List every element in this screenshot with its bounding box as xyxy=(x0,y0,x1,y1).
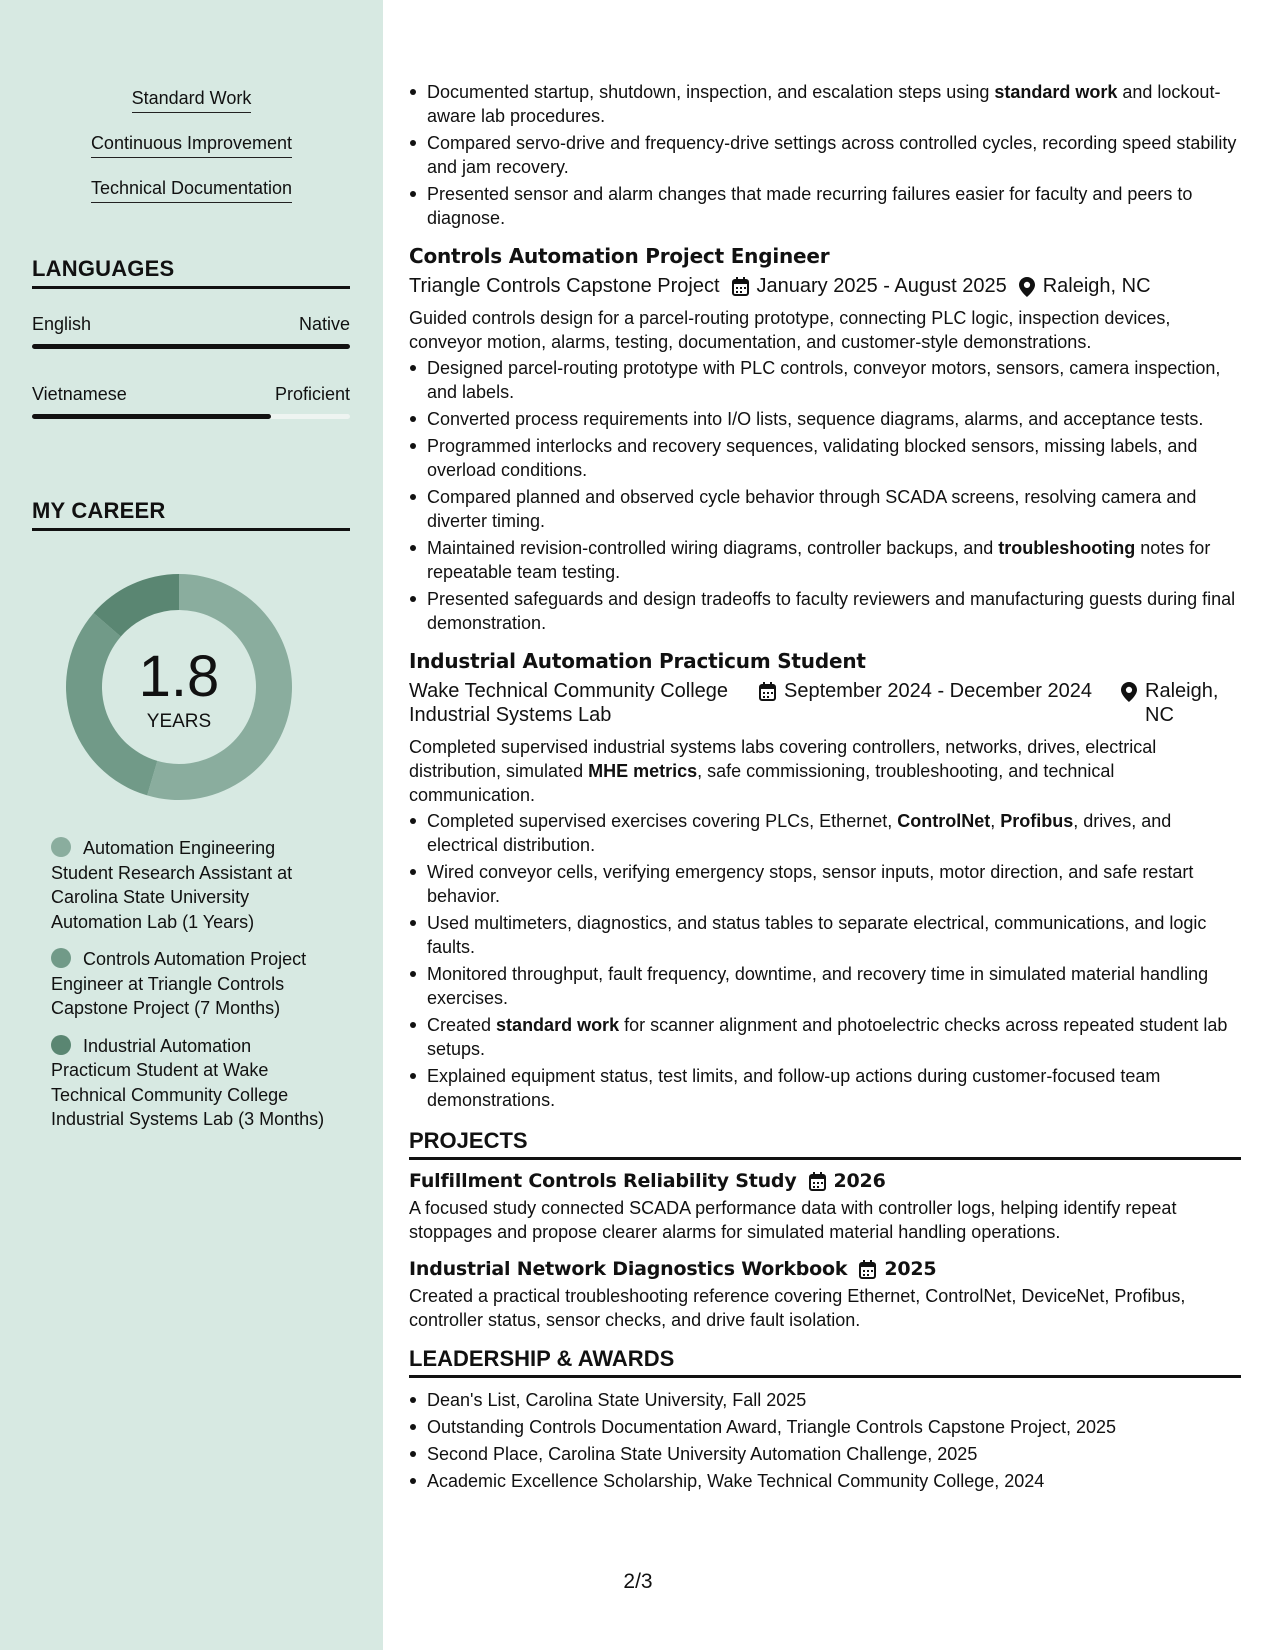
job-organization: Triangle Controls Capstone Project xyxy=(409,275,720,297)
map-pin-icon xyxy=(1121,682,1137,702)
skill-link-standard-work[interactable]: Standard Work xyxy=(0,88,383,113)
job-summary: Guided controls design for a parcel-routing prototype, connecting PLC logic, inspection devices, conveyor motion, alarms, testing, documentation, and customer-style demonstrations. xyxy=(409,308,1171,352)
legend-dot xyxy=(51,1035,71,1055)
award-item: Dean's List, Carolina State University, Fall 2025 xyxy=(409,1388,1241,1412)
project-entry xyxy=(409,1258,1241,1332)
job-bullet: Used multimeters, diagnostics, and status tables to separate electrical, communications, and logic faults. xyxy=(409,911,1241,959)
job-dates: September 2024 - December 2024 xyxy=(759,679,1109,727)
job-bullet: Wired conveyor cells, verifying emergency stops, sensor inputs, motor direction, and safe restart behavior. xyxy=(409,860,1241,908)
experience-bullet: Compared servo-drive and frequency-drive settings across controlled cycles, recording speed stability and jam recovery. xyxy=(409,131,1241,179)
job-summary: Completed supervised industrial systems labs covering controllers, networks, drives, electrical distribution, simulated MHE metrics, safe commissioning, troubleshooting, and technical communication. xyxy=(409,737,1157,805)
job-bullet: Monitored throughput, fault frequency, downtime, and recovery time in simulated material handling exercises. xyxy=(409,962,1241,1010)
project-title: Fulfillment Controls Reliability Study xyxy=(409,1170,797,1192)
job-location: Raleigh, NC xyxy=(1121,679,1241,727)
career-legend xyxy=(51,836,336,1145)
job-dates: January 2025 - August 2025 xyxy=(732,274,1007,298)
legend-dot xyxy=(51,948,71,968)
career-legend-item xyxy=(51,947,336,1021)
language-bar-fill xyxy=(32,414,271,419)
page-number: 2/3 xyxy=(623,1570,653,1593)
project-year: 2025 xyxy=(884,1258,937,1280)
career-heading: MY CAREER xyxy=(32,498,350,531)
language-row-english xyxy=(32,314,350,335)
job-meta xyxy=(409,679,1241,727)
calendar-icon xyxy=(859,1260,876,1279)
language-bar-fill xyxy=(32,344,350,349)
job-bullet: Programmed interlocks and recovery sequences, validating blocked sensors, missing labels, and overload conditions. xyxy=(409,434,1241,482)
job-bullet: Compared planned and observed cycle behavior through SCADA screens, resolving camera and diverter timing. xyxy=(409,485,1241,533)
language-row-vietnamese xyxy=(32,384,350,405)
job-entry xyxy=(409,649,1241,1112)
job-bullet: Converted process requirements into I/O lists, sequence diagrams, alarms, and acceptance tests. xyxy=(409,407,1241,431)
job-bullets xyxy=(409,356,1241,635)
job-organization: Wake Technical Community College Industrial Systems Lab xyxy=(409,680,729,726)
projects-heading: PROJECTS xyxy=(409,1128,1241,1160)
legend-dot xyxy=(51,837,71,857)
calendar-icon xyxy=(759,682,776,701)
experience-bullet: Documented startup, shutdown, inspection, and escalation steps using standard work and lockout-aware lab procedures. xyxy=(409,80,1241,128)
career-legend-item xyxy=(51,836,336,934)
job-bullet: Designed parcel-routing prototype with PLC controls, conveyor motors, sensors, camera inspection, and labels. xyxy=(409,356,1241,404)
projects-list xyxy=(409,1170,1241,1332)
awards-list xyxy=(409,1388,1241,1493)
career-donut-chart xyxy=(66,574,292,800)
project-entry xyxy=(409,1170,1241,1244)
project-year: 2026 xyxy=(833,1170,886,1192)
career-legend-item xyxy=(51,1034,336,1132)
map-pin-icon xyxy=(1019,277,1035,297)
job-title: Industrial Automation Practicum Student xyxy=(409,649,866,673)
job-title: Controls Automation Project Engineer xyxy=(409,244,830,268)
job-bullet: Maintained revision-controlled wiring diagrams, controller backups, and troubleshooting notes for repeatable team testing. xyxy=(409,536,1241,584)
job-bullet: Explained equipment status, test limits, and follow-up actions during customer-focused team demonstrations. xyxy=(409,1064,1241,1112)
project-title-row xyxy=(409,1258,1241,1280)
project-title: Industrial Network Diagnostics Workbook xyxy=(409,1258,848,1280)
career-donut-center xyxy=(66,574,292,800)
project-title-row xyxy=(409,1170,1241,1192)
career-years-label: YEARS xyxy=(146,711,212,732)
skill-link-continuous-improvement[interactable]: Continuous Improvement xyxy=(0,133,383,158)
job-bullet: Completed supervised exercises covering PLCs, Ethernet, ControlNet, Profibus, drives, and electrical distribution. xyxy=(409,809,1241,857)
language-name: English xyxy=(32,314,92,334)
job-entry xyxy=(409,244,1241,635)
job-meta xyxy=(409,274,1241,298)
job-bullet: Created standard work for scanner alignment and photoelectric checks across repeated student lab setups. xyxy=(409,1013,1241,1061)
job-bullets xyxy=(409,809,1241,1112)
project-description: A focused study connected SCADA performance data with controller logs, helping identify repeat stoppages and propose clearer alarms for simulated material handling operations. xyxy=(409,1198,1177,1242)
award-item: Outstanding Controls Documentation Award, Triangle Controls Capstone Project, 2025 xyxy=(409,1415,1241,1439)
language-level: Proficient xyxy=(274,384,350,404)
career-total-years: 1.8 xyxy=(138,644,220,709)
career-legend-label: Automation Engineering Student Research Assistant at Carolina State University Automation Lab (1 Years) xyxy=(51,838,293,932)
language-level: Native xyxy=(298,314,350,334)
language-name: Vietnamese xyxy=(32,384,127,404)
experience-list xyxy=(409,244,1241,1112)
experience-bullets-continued xyxy=(409,80,1241,230)
sidebar xyxy=(0,0,383,1650)
project-description: Created a practical troubleshooting reference covering Ethernet, ControlNet, DeviceNet, Profibus, controller status, sensor checks, and drive fault isolation. xyxy=(409,1286,1186,1330)
experience-bullet: Presented sensor and alarm changes that made recurring failures easier for faculty and peers to diagnose. xyxy=(409,182,1241,230)
career-legend-label: Industrial Automation Practicum Student at Wake Technical Community College Industrial Systems Lab (3 Months) xyxy=(51,1035,325,1129)
awards-heading: LEADERSHIP & AWARDS xyxy=(409,1346,1241,1378)
job-location: Raleigh, NC xyxy=(1019,274,1151,298)
job-bullet: Presented safeguards and design tradeoffs to faculty reviewers and manufacturing guests during final demonstration. xyxy=(409,587,1241,635)
career-legend-label: Controls Automation Project Engineer at Triangle Controls Capstone Project (7 Months) xyxy=(51,949,307,1018)
skill-link-technical-documentation[interactable]: Technical Documentation xyxy=(0,178,383,203)
language-bar-vietnamese xyxy=(32,414,350,419)
calendar-icon xyxy=(732,277,749,296)
main-content xyxy=(409,0,1241,1496)
language-bar-english xyxy=(32,344,350,349)
award-item: Academic Excellence Scholarship, Wake Technical Community College, 2024 xyxy=(409,1469,1241,1493)
calendar-icon xyxy=(809,1172,826,1191)
award-item: Second Place, Carolina State University Automation Challenge, 2025 xyxy=(409,1442,1241,1466)
languages-heading: LANGUAGES xyxy=(32,256,350,289)
